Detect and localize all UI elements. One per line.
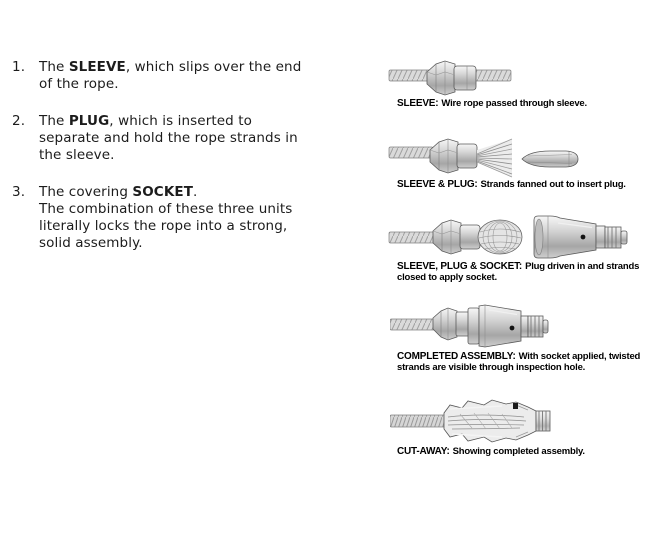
socket-part — [534, 216, 627, 258]
plug-part — [522, 151, 578, 167]
sleeve-part — [427, 61, 476, 95]
list-number: 3. — [12, 184, 26, 200]
list-line: separate and hold the rope strands in — [39, 130, 298, 146]
figure-caption-sleeve-plug-socket — [397, 262, 649, 283]
list-line — [39, 59, 360, 76]
list-item-plug — [12, 113, 360, 164]
list-number: 2. — [12, 113, 26, 129]
caption-label: SLEEVE, PLUG & SOCKET: — [397, 261, 523, 272]
text-segment-bold: SLEEVE — [68, 59, 126, 75]
sleeve-plug-figure-illustration — [388, 137, 580, 179]
cut-away-assembly — [444, 400, 550, 442]
caption-label: CUT-AWAY: — [397, 446, 450, 457]
list-line: the sleeve. — [39, 147, 115, 163]
list-item-sleeve — [12, 59, 360, 93]
list-line: literally locks the rope into a strong, — [39, 218, 288, 234]
sleeve-part — [433, 308, 470, 340]
instruction-list — [12, 59, 360, 272]
inspection-hole — [510, 326, 515, 331]
text-segment-bold: PLUG — [68, 113, 110, 129]
sleeve-part — [430, 139, 477, 173]
caption-text: Wire rope passed through sleeve. — [441, 98, 587, 109]
text-segment-bold: SOCKET — [132, 184, 194, 200]
inspection-hole — [581, 235, 586, 240]
socket-part — [468, 305, 548, 347]
cut-away-figure-illustration — [390, 393, 552, 443]
list-line — [39, 113, 360, 130]
caption-text: Showing completed assembly. — [452, 446, 585, 457]
figure-caption-sleeve-plug — [397, 180, 647, 191]
text-segment: , which slips over the end — [125, 59, 302, 75]
text-segment: The covering — [39, 184, 133, 200]
caption-text: Strands fanned out to insert plug. — [480, 179, 626, 190]
cut-away-detail — [513, 403, 518, 409]
figure-caption-completed-assembly — [397, 352, 649, 373]
text-segment: . — [193, 184, 198, 200]
caption-label: SLEEVE & PLUG: — [397, 179, 478, 190]
completed-assembly-figure-illustration — [390, 301, 550, 351]
wire-rope — [390, 415, 448, 427]
text-segment: The — [39, 59, 69, 75]
text-segment: The — [39, 113, 69, 129]
list-line — [39, 184, 360, 201]
wire-rope — [389, 147, 433, 158]
text-segment: , which is inserted to — [109, 113, 252, 129]
figure-caption-cut-away — [397, 447, 647, 458]
list-item-socket — [12, 184, 360, 252]
caption-label: COMPLETED ASSEMBLY: — [397, 351, 516, 362]
list-number: 1. — [12, 59, 26, 75]
figure-caption-sleeve — [397, 99, 647, 110]
wire-rope — [389, 232, 439, 243]
list-line: The combination of these three units — [39, 201, 293, 217]
sleeve-figure-illustration — [388, 57, 513, 97]
sleeve-part — [433, 220, 480, 254]
caption-text: Plug driven in and strands closed to apply socket. — [397, 261, 640, 283]
caption-label: SLEEVE: — [397, 98, 439, 109]
wire-rope — [390, 319, 438, 330]
closed-strand-bulb — [478, 220, 522, 254]
fanned-strands — [477, 139, 512, 177]
list-line: of the rope. — [39, 76, 119, 92]
sleeve-plug-socket-figure-illustration — [388, 214, 633, 260]
list-line: solid assembly. — [39, 235, 143, 251]
caption-text: With socket applied, twisted strands are visible through inspection hole. — [397, 351, 641, 373]
